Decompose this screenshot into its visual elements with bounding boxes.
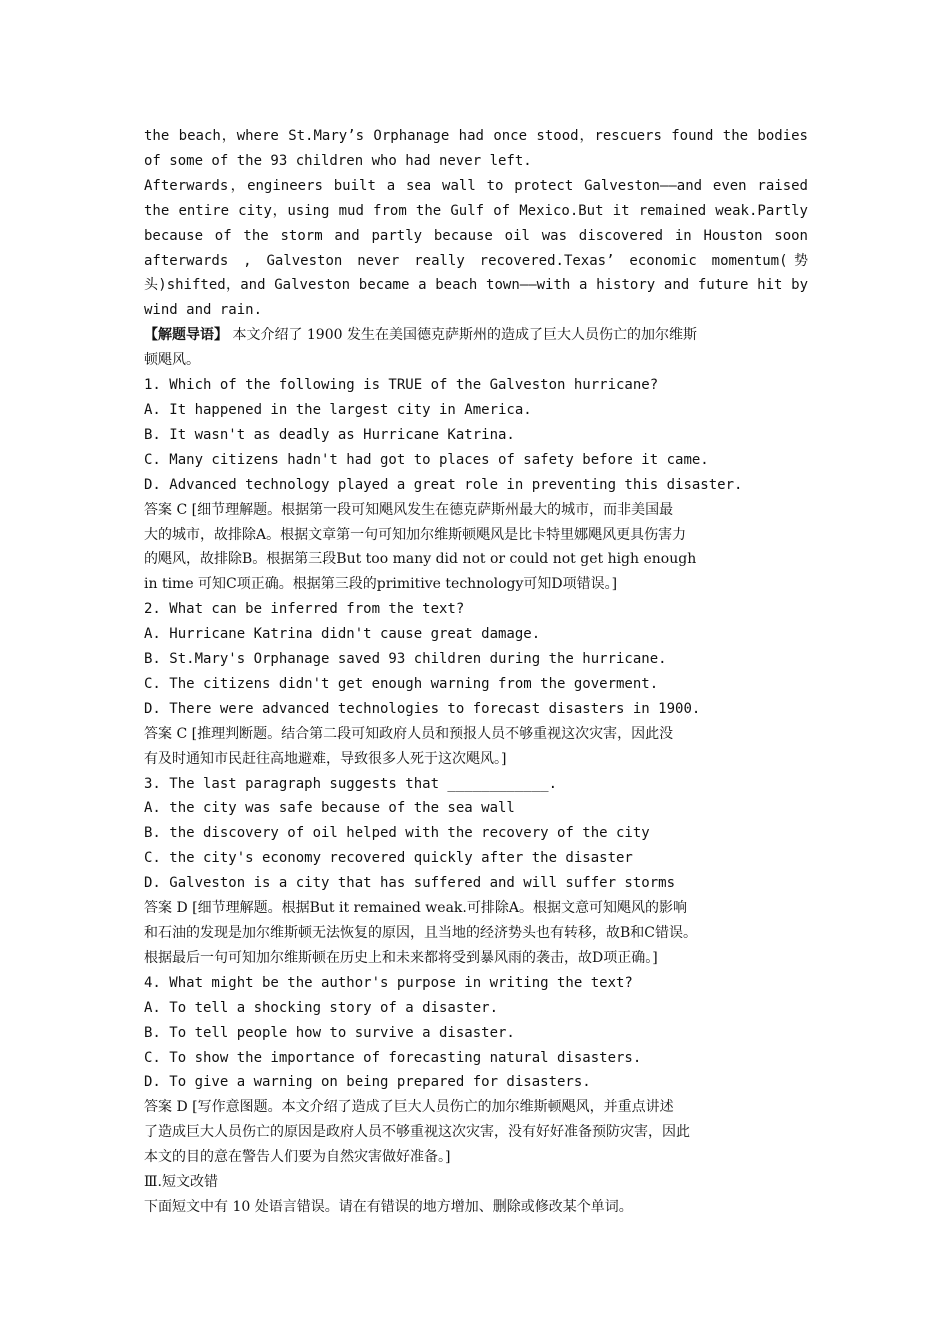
passage-line: the entire city，using mud from the Gulf of Mexico.But it remained weak.Partly [144,202,808,219]
passage-line: because of the storm and partly because oil was discovered in Houston soon [144,227,808,244]
guide-label: 【解题导语】 [144,327,228,344]
question-2 [144,597,808,771]
error-correction-section [144,1170,808,1220]
section-instruction: 下面短文中有 10 处语言错误。请在有错误的地方增加、删除或修改某个单词。 [144,1198,633,1215]
option-c: C. Many citizens hadn't had got to places of safety before it came. [144,451,709,468]
option-c: C. To show the importance of forecasting natural disasters. [144,1049,642,1066]
answer-explanation: 答案 C [细节理解题。根据第一段可知飓风发生在德克萨斯州最大的城市，而非美国最 [144,501,674,518]
document-page [144,124,808,1220]
answer-explanation: 答案 D [细节理解题。根据But it remained weak.可排除A。根据文意可知飓风的影响 [144,900,687,917]
answer-explanation: 大的城市，故排除A。根据文章第一句可知加尔维斯顿飓风是比卡特里娜飓风更具伤害力 [144,526,687,543]
passage-line: wind and rain. [144,302,263,319]
option-d: D. Galveston is a city that has suffered and will suffer storms [144,875,676,892]
option-b: B. To tell people how to survive a disaster. [144,1024,515,1041]
passage-line: Afterwards，engineers built a sea wall to protect Galveston——and even raised [144,177,808,194]
option-a: A. Hurricane Katrina didn't cause great damage. [144,626,541,643]
answer-explanation: 本文的目的意在警告人们要为自然灾害做好准备。] [144,1149,451,1166]
question-4 [144,971,808,1170]
guide-text: 顿飓风。 [144,352,200,369]
option-a: A. To tell a shocking story of a disaster. [144,999,499,1016]
section-heading: Ⅲ.短文改错 [144,1174,218,1191]
answer-explanation: 有及时通知市民赶往高地避难，导致很多人死于这次飓风。] [144,750,507,767]
option-c: C. the city's economy recovered quickly after the disaster [144,850,633,867]
option-b: B. the discovery of oil helped with the recovery of the city [144,825,650,842]
question-stem: 3. The last paragraph suggests that ____________. [144,775,558,792]
question-stem: 1. Which of the following is TRUE of the Galveston hurricane? [144,377,659,394]
question-stem: 2. What can be inferred from the text? [144,601,465,618]
answer-explanation: 和石油的发现是加尔维斯顿无法恢复的原因，且当地的经济势头也有转移，故B和C错误。 [144,925,697,941]
option-b: B. St.Mary's Orphanage saved 93 children during the hurricane. [144,651,667,668]
option-c: C. The citizens didn't get enough warning from the goverment. [144,675,659,692]
passage-line: afterwards , Galveston never really recovered.Texas’ economic momentum(势 [144,252,808,269]
option-d: D. Advanced technology played a great role in preventing this disaster. [144,476,743,493]
option-d: D. There were advanced technologies to forecast disasters in 1900. [144,700,701,717]
passage-line: the beach，where St.Mary’s Orphanage had once stood，rescuers found the bodies [144,128,808,144]
passage-line: of some of the 93 children who had never left. [144,152,532,169]
option-d: D. To give a warning on being prepared for disasters. [144,1074,591,1091]
guide-text: 本文介绍了 1900 发生在美国德克萨斯州的造成了巨大人员伤亡的加尔维斯 [228,327,697,344]
reading-guide [144,323,808,373]
answer-explanation: 了造成巨大人员伤亡的原因是政府人员不够重视这次灾害，没有好好准备预防灾害，因此 [144,1124,690,1141]
answer-explanation: 的飓风，故排除B。根据第三段But too many did not or could not get high enough [144,551,697,568]
question-3 [144,772,808,971]
passage-line: 头)shifted，and Galveston became a beach town——with a history and future hit by [144,277,808,294]
answer-explanation: 根据最后一句可知加尔维斯顿在历史上和未来都将受到暴风雨的袭击，故D项正确。] [144,949,658,966]
answer-explanation: 答案 C [推理判断题。结合第二段可知政府人员和预报人员不够重视这次灾害，因此没 [144,725,674,742]
answer-explanation: in time 可知C项正确。根据第三段的primitive technology可知D项错误。] [144,576,618,593]
question-1 [144,373,808,597]
passage-continuation [144,124,808,323]
option-a: A. It happened in the largest city in America. [144,401,532,418]
option-a: A. the city was safe because of the sea wall [144,800,515,817]
answer-explanation: 答案 D [写作意图题。本文介绍了造成了巨大人员伤亡的加尔维斯顿飓风，并重点讲述 [144,1099,674,1116]
option-b: B. It wasn't as deadly as Hurricane Katrina. [144,426,515,443]
question-stem: 4. What might be the author's purpose in writing the text? [144,974,633,991]
